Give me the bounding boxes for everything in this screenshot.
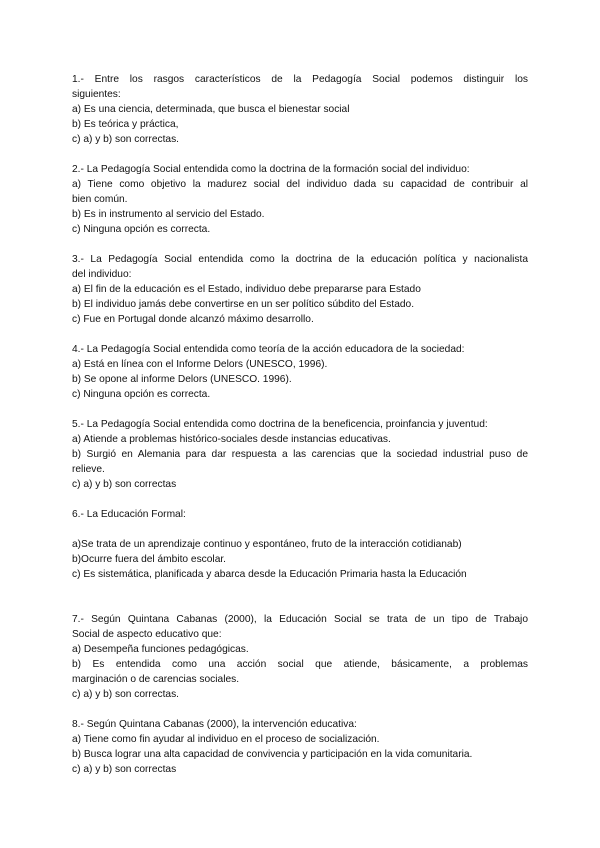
question-3 [72,252,528,327]
question-stem-line: 3.- La Pedagogía Social entendida como la doctrina de la educación política y nacionalista [72,254,528,265]
question-4 [72,342,528,402]
option-line: c) a) y b) son correctas. [72,134,179,145]
question-2 [72,162,528,237]
spacer [72,522,528,537]
option-line: c) Fue en Portugal donde alcanzó máximo desarrollo. [72,314,314,325]
option-line: b) Es entendida como una acción social que atiende, básicamente, a problemas [72,659,528,670]
option-line: b) Surgió en Alemania para dar respuesta a las carencias que la sociedad industrial puso de [72,449,528,460]
option-line: c) Ninguna opción es correcta. [72,224,211,235]
option-line: relieve. [72,464,105,475]
option-line: b) Es in instrumento al servicio del Estado. [72,209,265,220]
option-line: b) Es teórica y práctica, [72,119,179,130]
option-line: a) Tiene como objetivo la madurez social del individuo dada su capacidad de contribuir al [72,179,528,190]
question-stem-line: siguientes: [72,89,121,100]
option-line: c) a) y b) son correctas. [72,689,179,700]
option-line: a)Se trata de un aprendizaje continuo y espontáneo, fruto de la interacción cotidianab) [72,539,462,550]
option-line: bien común. [72,194,128,205]
question-stem-line: del individuo: [72,269,132,280]
question-6 [72,507,528,582]
spacer [72,597,528,612]
question-1 [72,72,528,147]
option-line: a) Está en línea con el Informe Delors (UNESCO, 1996). [72,359,328,370]
option-line: a) El fin de la educación es el Estado, individuo debe prepararse para Estado [72,284,421,295]
question-stem-line: Social de aspecto educativo que: [72,629,222,640]
option-line: c) a) y b) son correctas [72,479,177,490]
question-stem-line: 5.- La Pedagogía Social entendida como doctrina de la beneficencia, proinfancia y juventud: [72,419,488,430]
option-line: a) Desempeña funciones pedagógicas. [72,644,249,655]
option-line: c) a) y b) son correctas [72,764,177,775]
question-stem-line: 4.- La Pedagogía Social entendida como teoría de la acción educadora de la sociedad: [72,344,465,355]
question-stem-line: 7.- Según Quintana Cabanas (2000), la Educación Social se trata de un tipo de Trabajo [72,614,528,625]
question-stem-line: 2.- La Pedagogía Social entendida como la doctrina de la formación social del individuo: [72,164,470,175]
option-line: b) Busca lograr una alta capacidad de convivencia y participación en la vida comunitaria. [72,749,473,760]
question-7 [72,612,528,702]
question-stem-line: 8.- Según Quintana Cabanas (2000), la intervención educativa: [72,719,357,730]
option-line: a) Atiende a problemas histórico-sociales desde instancias educativas. [72,434,391,445]
option-line: b) El individuo jamás debe convertirse en un ser político súbdito del Estado. [72,299,415,310]
option-line: a) Tiene como fin ayudar al individuo en el proceso de socialización. [72,734,380,745]
option-line: b)Ocurre fuera del ámbito escolar. [72,554,227,565]
document-page [72,72,528,792]
option-line: c) Ninguna opción es correcta. [72,389,211,400]
option-line: a) Es una ciencia, determinada, que busca el bienestar social [72,104,350,115]
question-stem-line: 6.- La Educación Formal: [72,509,186,520]
question-5 [72,417,528,492]
option-line: marginación o de carencias sociales. [72,674,240,685]
option-line: b) Se opone al informe Delors (UNESCO. 1996). [72,374,292,385]
question-stem-line: 1.- Entre los rasgos característicos de la Pedagogía Social podemos distinguir los [72,74,528,85]
question-8 [72,717,528,777]
option-line: c) Es sistemática, planificada y abarca desde la Educación Primaria hasta la Educación [72,569,467,580]
